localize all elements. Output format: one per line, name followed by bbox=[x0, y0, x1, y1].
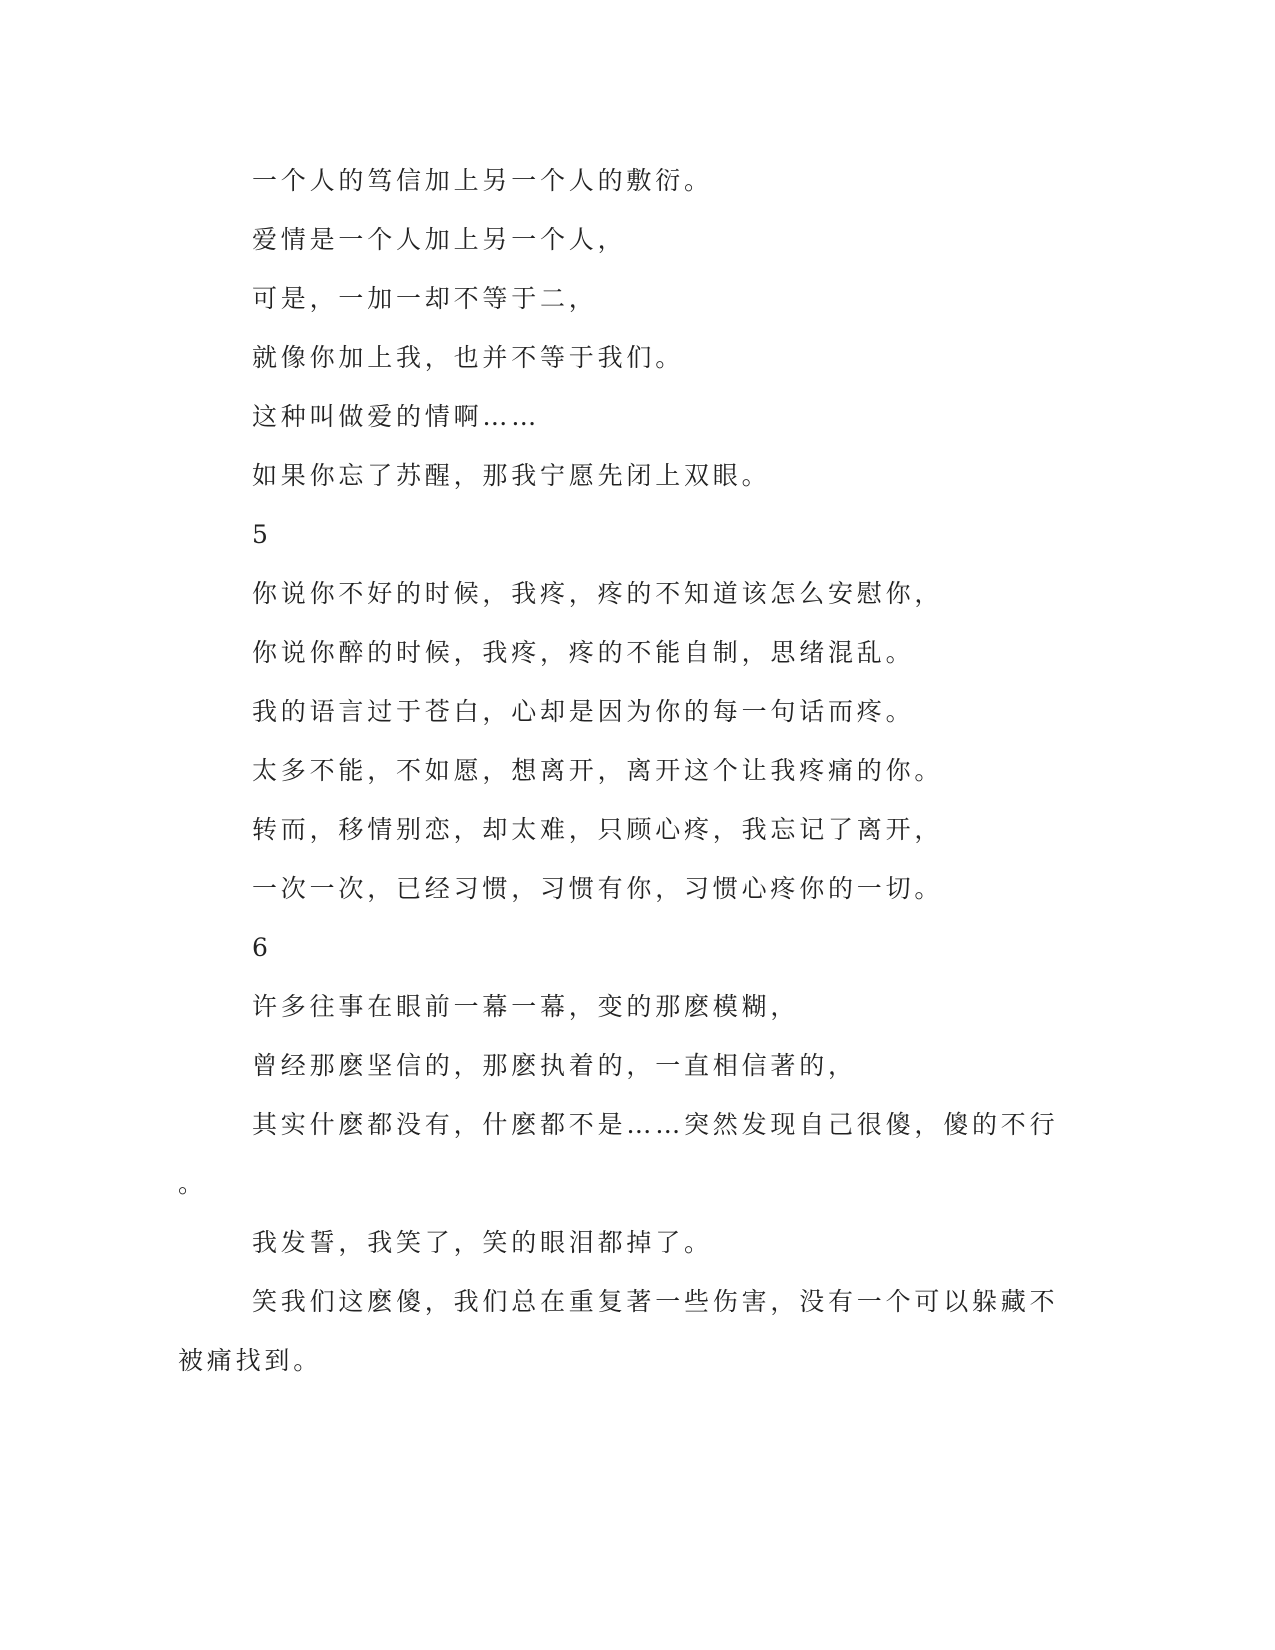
section-number: 5 bbox=[252, 520, 272, 549]
text-line-wrap: 。 bbox=[178, 1169, 207, 1198]
document-body bbox=[178, 158, 1078, 1397]
section-number: 6 bbox=[252, 933, 272, 962]
text-line: 可是，一加一却不等于二， bbox=[252, 284, 598, 313]
text-line: 如果你忘了苏醒，那我宁愿先闭上双眼。 bbox=[252, 461, 771, 490]
text-line: 这种叫做爱的情啊…… bbox=[252, 402, 541, 431]
text-line: 我发誓，我笑了，笑的眼泪都掉了。 bbox=[252, 1228, 713, 1257]
text-line: 太多不能，不如愿，想离开，离开这个让我疼痛的你。 bbox=[252, 756, 944, 785]
text-line: 一次一次，已经习惯，习惯有你，习惯心疼你的一切。 bbox=[252, 874, 944, 903]
text-line: 我的语言过于苍白，心却是因为你的每一句话而疼。 bbox=[252, 697, 915, 726]
text-line: 笑我们这麽傻，我们总在重复著一些伤害，没有一个可以躲藏不 bbox=[252, 1287, 1059, 1316]
text-line: 其实什麽都没有，什麽都不是……突然发现自己很傻，傻的不行 bbox=[252, 1110, 1059, 1139]
text-line: 许多往事在眼前一幕一幕，变的那麽模糊， bbox=[252, 992, 800, 1021]
text-line: 就像你加上我，也并不等于我们。 bbox=[252, 343, 685, 372]
text-line-wrap: 被痛找到。 bbox=[178, 1346, 323, 1375]
text-line: 你说你不好的时候，我疼，疼的不知道该怎么安慰你， bbox=[252, 579, 944, 608]
text-line: 曾经那麽坚信的，那麽执着的，一直相信著的， bbox=[252, 1051, 857, 1080]
text-line: 你说你醉的时候，我疼，疼的不能自制，思绪混乱。 bbox=[252, 638, 915, 667]
text-line: 爱情是一个人加上另一个人， bbox=[252, 225, 627, 254]
text-line: 转而，移情别恋，却太难，只顾心疼，我忘记了离开， bbox=[252, 815, 944, 844]
text-line: 一个人的笃信加上另一个人的敷衍。 bbox=[252, 166, 713, 195]
